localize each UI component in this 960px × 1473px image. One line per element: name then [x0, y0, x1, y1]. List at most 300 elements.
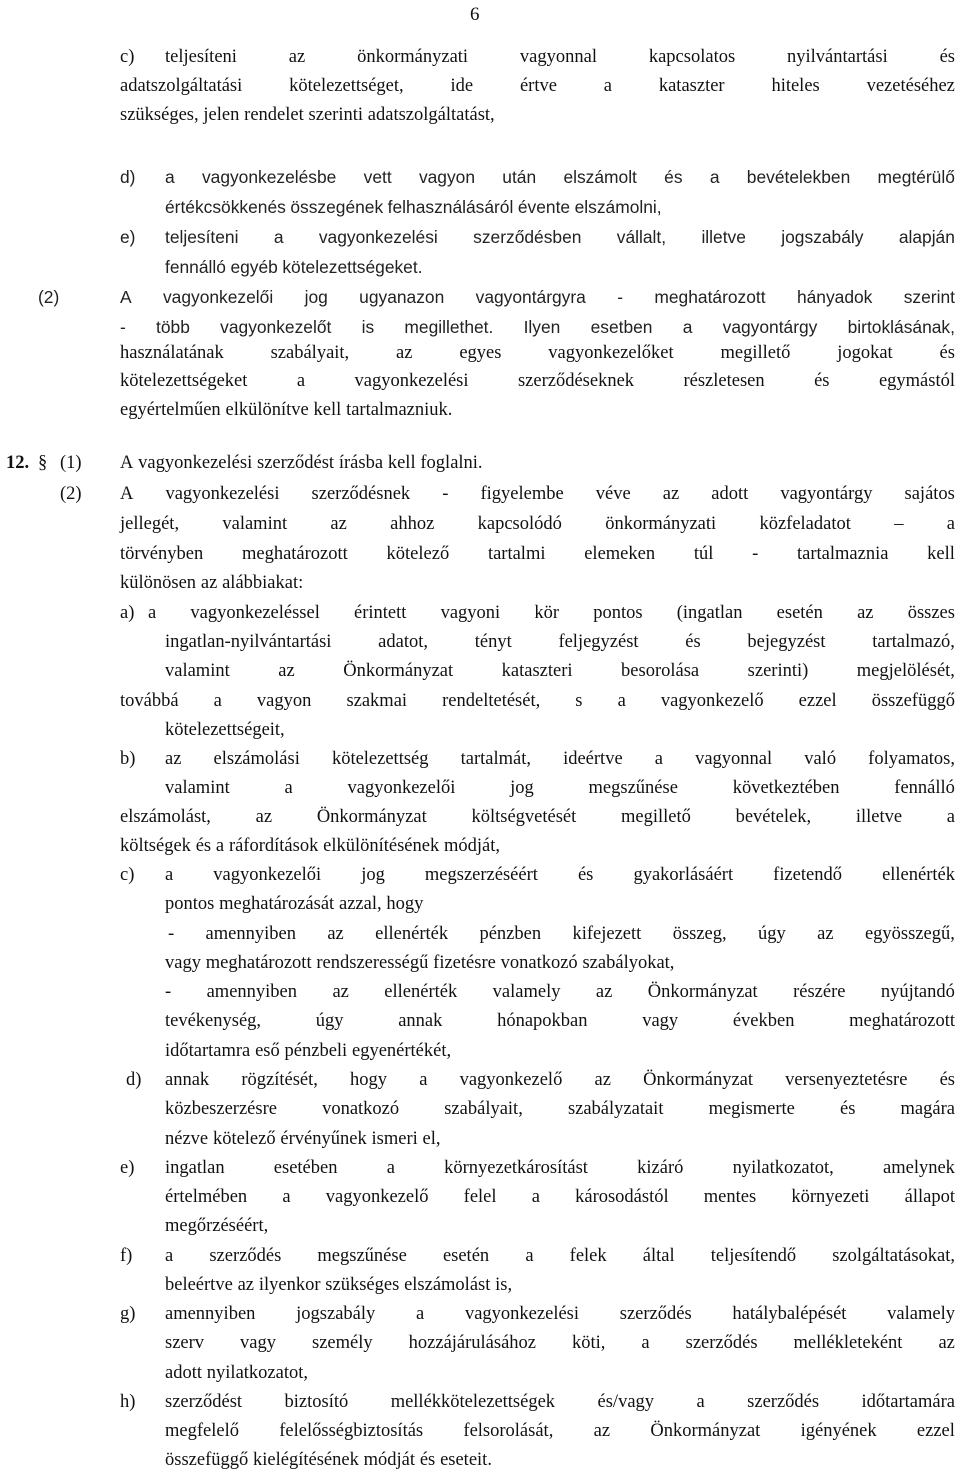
text-line [120, 833, 955, 859]
word: a [946, 514, 955, 534]
word: megszűnése [317, 1246, 407, 1266]
word: és [419, 1450, 436, 1470]
word: vagy [642, 1011, 679, 1031]
word: beleértve [165, 1275, 233, 1295]
word: a [215, 836, 225, 856]
word: felek [569, 1246, 607, 1266]
item-label-b: b) [120, 749, 136, 769]
word: továbbá [120, 691, 179, 711]
word: részére [793, 982, 846, 1002]
word: fizetendő [773, 865, 842, 885]
word: értve [519, 76, 557, 96]
word: szerződés [619, 1304, 692, 1324]
word: nyújtandó [880, 982, 955, 1002]
section-number-12: 12. [6, 453, 30, 473]
word: vagyonkezelési [354, 371, 469, 391]
word: elszámolást [404, 1275, 491, 1295]
word: - [168, 924, 175, 944]
word: közbeszerzésre [165, 1099, 277, 1119]
word: adatszolgáltatást, [367, 105, 495, 125]
word: az [332, 982, 349, 1002]
word: egymástól [878, 371, 955, 391]
word: tevékenység, [165, 1011, 262, 1031]
word: nyilatkozatot, [732, 1158, 834, 1178]
word: - [165, 982, 172, 1002]
word: valamely [492, 982, 561, 1002]
word: magára [900, 1099, 955, 1119]
word: jogokat [837, 343, 893, 363]
word: - [442, 484, 449, 504]
word: az [327, 924, 344, 944]
word: vagyonkezelő [325, 1187, 429, 1207]
word: és [814, 371, 830, 391]
word: módját, [444, 836, 501, 856]
word: fennálló [894, 778, 955, 798]
word: véve [595, 484, 631, 504]
word: kell [927, 544, 955, 564]
word: hogy [386, 894, 424, 914]
word: a [165, 865, 174, 885]
word: kataszter [658, 76, 725, 96]
word: ahhoz [390, 514, 435, 534]
word: meghatározott [241, 544, 348, 564]
text-line [165, 224, 955, 250]
word: ráfordítások [228, 836, 319, 856]
word: nyilvántartási [787, 47, 888, 67]
word: az [165, 749, 182, 769]
word: állapot [904, 1187, 955, 1207]
word: érvényűnek [280, 1129, 367, 1149]
word: ide [450, 76, 474, 96]
word: adott [165, 1363, 202, 1383]
word: elkülönítve [225, 400, 309, 420]
word: az [938, 1333, 955, 1353]
word: szerv [165, 1333, 205, 1353]
word: való [804, 749, 837, 769]
word: ezzel [798, 691, 837, 711]
word: birtoklásának, [847, 317, 955, 337]
word: az [330, 514, 347, 534]
text-line [165, 194, 955, 220]
word: valamely [887, 1304, 955, 1324]
word: a [273, 227, 284, 247]
word: elszámolt [563, 167, 637, 187]
word: az [237, 1275, 255, 1295]
word: tartalmaznia [797, 544, 889, 564]
word: amennyiben [205, 924, 296, 944]
word: biztosító [284, 1392, 349, 1412]
text-line [165, 254, 955, 280]
word: jogszabály [781, 227, 864, 247]
word: köti, [572, 1333, 606, 1353]
word: elemeken [584, 544, 656, 564]
word: megfelelő [165, 1421, 239, 1441]
word: bejegyzést [747, 632, 826, 652]
text-line [165, 1360, 955, 1386]
word: is [361, 317, 375, 337]
word: szabályzatait [567, 1099, 664, 1119]
word: pontos [165, 894, 215, 914]
word: az [278, 661, 295, 681]
word: tartalmát, [460, 749, 531, 769]
word: teljesítendő [710, 1246, 797, 1266]
word: az [594, 1070, 611, 1090]
word: szabályokat, [582, 953, 675, 973]
word: szolgáltatásokat, [832, 1246, 955, 1266]
text-line [165, 1418, 955, 1444]
text-line [165, 1126, 955, 1152]
word: vagyonkezeléssel [190, 603, 320, 623]
word: és [664, 167, 683, 187]
word: nyilatkozatot, [206, 1363, 309, 1383]
word: a [525, 1246, 534, 1266]
word: vagyonkezelésbe [201, 167, 337, 187]
word: kielégítésének [253, 1450, 359, 1470]
word: adott [711, 484, 749, 504]
word: mellékleteként [793, 1333, 903, 1353]
word: években [732, 1011, 795, 1031]
word: esetén [776, 603, 823, 623]
word: a [165, 1246, 174, 1266]
text-line [165, 891, 955, 917]
item-label-e2: e) [120, 1158, 135, 1178]
text-line [165, 1301, 955, 1327]
word: ezzel [916, 1421, 955, 1441]
word: rögzítését, [241, 1070, 318, 1090]
word: kötelezettségeket [120, 371, 248, 391]
word: ismeri [371, 1129, 418, 1149]
word: Ilyen [523, 317, 561, 337]
word: önkormányzati [605, 514, 717, 534]
word: felsorolását, [463, 1421, 554, 1441]
text-line [120, 73, 955, 99]
word: vagyonkezelési [138, 453, 253, 473]
word: ugyanazon [359, 287, 445, 307]
word: különösen [120, 573, 197, 593]
word: szerződés [209, 1246, 282, 1266]
word: szerint [903, 287, 955, 307]
word: jogszabály [296, 1304, 376, 1324]
word: a [386, 1158, 395, 1178]
word: hatálybalépését [732, 1304, 847, 1324]
word: vagyonkezelő [459, 1070, 563, 1090]
word: A [120, 287, 132, 307]
word: az [857, 603, 874, 623]
word: folyamatos, [868, 749, 955, 769]
word: a [696, 1392, 705, 1412]
word: ellenérték [375, 924, 449, 944]
word: után [502, 167, 537, 187]
word: meghatározását [219, 894, 335, 914]
word: személy [312, 1333, 373, 1353]
word: hányadok [796, 287, 873, 307]
word: megismerte [708, 1099, 795, 1119]
word: bevételek, [735, 807, 812, 827]
section-symbol: § [38, 453, 48, 473]
text-line [120, 397, 955, 423]
word: esetében [273, 1158, 338, 1178]
word: A [120, 453, 134, 473]
text-line [120, 368, 955, 394]
text-line [120, 102, 955, 128]
word: összeg, [672, 924, 727, 944]
word: költségek [120, 836, 191, 856]
word: azzal, [338, 894, 382, 914]
word: vagyonnal [695, 749, 773, 769]
word: illetve [855, 807, 903, 827]
word: mentes [703, 1187, 757, 1207]
word: kör [534, 603, 560, 623]
word: önkormányzati [357, 47, 469, 67]
word: amennyiben [165, 1304, 256, 1324]
text-line [165, 717, 955, 743]
word: a [617, 691, 626, 711]
word: egyes [459, 343, 502, 363]
word: a [709, 167, 720, 187]
word: rendelet [244, 105, 304, 125]
text-line [165, 1038, 955, 1064]
word: szerződéseknek [517, 371, 635, 391]
word: teljesíteni [165, 47, 237, 67]
word: igényének [800, 1421, 877, 1441]
word: meghatározott [654, 287, 766, 307]
word: foglalni. [420, 453, 483, 473]
text-line [165, 746, 955, 772]
word: úgy [758, 924, 786, 944]
word: valamint [165, 661, 230, 681]
word: összefüggő [871, 691, 955, 711]
word: felelősségbiztosítás [279, 1421, 424, 1441]
word: hogy [350, 1070, 388, 1090]
word: vagyonkezelési [165, 484, 280, 504]
word: a [165, 167, 175, 187]
word: és [939, 47, 955, 67]
word: alapján [898, 227, 955, 247]
word: túl [693, 544, 714, 564]
word: felhasználásáról [387, 197, 514, 217]
word: vagyonnal [519, 47, 597, 67]
word: ellenérték [384, 982, 458, 1002]
word: (ingatlan [676, 603, 743, 623]
word: mellékkötelezettségek [390, 1392, 556, 1412]
word: Önkormányzat [643, 1070, 754, 1090]
text-line [165, 1447, 955, 1473]
word: és [840, 1099, 856, 1119]
item-label-a: a) [120, 603, 135, 623]
word: az [595, 982, 613, 1002]
word: értelmében [165, 1187, 248, 1207]
word: egyéb [230, 257, 278, 277]
word: összes [907, 603, 955, 623]
text-line [120, 340, 955, 366]
word: jog [510, 778, 534, 798]
word: és [577, 865, 594, 885]
word: esetén [442, 1246, 490, 1266]
text-line [168, 921, 955, 947]
word: adatszolgáltatási [120, 76, 243, 96]
word: és [685, 632, 701, 652]
text-line [165, 1389, 955, 1415]
word: vett [363, 167, 392, 187]
word: gyakorlásáért [633, 865, 734, 885]
paragraph-label-2b: (2) [60, 484, 82, 504]
word: írásba [338, 453, 384, 473]
word: által [642, 1246, 675, 1266]
word: használatának [120, 343, 224, 363]
word: rendszerességű [316, 953, 429, 973]
word: vagyonkezelői [162, 287, 274, 307]
text-line [120, 511, 955, 537]
text-line [165, 1243, 955, 1269]
word: időtartamára [861, 1392, 955, 1412]
text-line [148, 600, 955, 626]
word: hozzájárulásához [408, 1333, 537, 1353]
word: kötelezettséget, [289, 76, 404, 96]
word: egyösszegű, [864, 924, 955, 944]
item-label-g: g) [120, 1304, 136, 1324]
word: ingatlan-nyilvántartási [165, 632, 332, 652]
word: vagyonkezelési [464, 1304, 580, 1324]
text-line [120, 314, 955, 340]
word: figyelembe [480, 484, 564, 504]
word: vagy [240, 1333, 277, 1353]
text-line [165, 1184, 955, 1210]
word: közfeladatot [759, 514, 851, 534]
word: pénzben [479, 924, 542, 944]
word: részletesen [683, 371, 765, 391]
word: a [641, 1333, 650, 1353]
word: a [284, 778, 293, 798]
word: ilyenkor [258, 1275, 321, 1295]
word: tartalmi [487, 544, 546, 564]
word: és [195, 836, 212, 856]
word: illetve [701, 227, 746, 247]
text-line [165, 44, 955, 70]
word: megillethet. [404, 317, 494, 337]
text-line [165, 1096, 955, 1122]
word: vagyoni [440, 603, 501, 623]
word: szabályait, [444, 1099, 523, 1119]
word: hiteles [771, 76, 820, 96]
word: vagyonkezelési [318, 227, 438, 247]
word: pontos [593, 603, 643, 623]
word: megillető [720, 343, 791, 363]
word: az [662, 484, 680, 504]
word: Önkormányzat [650, 1421, 761, 1441]
item-label-d: d) [120, 167, 136, 187]
word: kifejezett [572, 924, 642, 944]
word: összefüggő [165, 1450, 249, 1470]
word: elszámolási [213, 749, 300, 769]
word: következtében [732, 778, 840, 798]
word: eső [255, 1041, 280, 1061]
word: valamint [222, 514, 288, 534]
word: környezetkárosítást [444, 1158, 588, 1178]
word: jellegét, [120, 514, 180, 534]
page-number: 6 [470, 4, 480, 25]
word: a [682, 317, 693, 337]
paragraph-label-2: (2) [38, 287, 60, 307]
item-label-c: c) [120, 47, 135, 67]
word: teljesíteni [165, 227, 239, 247]
word: egyértelműen [120, 400, 221, 420]
word: A [120, 484, 134, 504]
word: az [593, 1421, 611, 1441]
word: adatot, [378, 632, 428, 652]
word: a [296, 371, 306, 391]
word: - [752, 544, 759, 564]
item-label-f: f) [120, 1246, 133, 1266]
word: vagyonkezelő [660, 691, 764, 711]
word: kell [313, 400, 342, 420]
word: felel [463, 1187, 497, 1207]
word: eseteit. [440, 1450, 492, 1470]
word: is, [495, 1275, 513, 1295]
word: szakmai [346, 691, 408, 711]
word: kataszteri [501, 661, 573, 681]
word: szerinti [308, 105, 363, 125]
text-line [165, 1272, 955, 1298]
word: feljegyzést [558, 632, 639, 652]
word: szabályait, [270, 343, 350, 363]
text-line [165, 950, 955, 976]
word: nézve [165, 1129, 209, 1149]
word: megőrzéséért, [165, 1216, 269, 1236]
word: több [156, 317, 190, 337]
word: - [617, 287, 624, 307]
word: vagyonkezelői [347, 778, 456, 798]
word: szerződésben [473, 227, 582, 247]
word: tényt [474, 632, 512, 652]
word: bevételekben [746, 167, 851, 187]
word: ellenérték [882, 865, 955, 885]
word: elszámolni, [574, 197, 662, 217]
word: kapcsolatos [648, 47, 736, 67]
word: a [603, 76, 612, 96]
word: az [396, 343, 413, 363]
word: vagyontárgyra [475, 287, 586, 307]
word: vagyon [256, 691, 312, 711]
word: s [575, 691, 583, 711]
word: el, [422, 1129, 441, 1149]
word: Önkormányzat [343, 661, 454, 681]
text-line [165, 775, 955, 801]
word: vonatkozó [500, 953, 578, 973]
word: jelen [203, 105, 240, 125]
word: évente [517, 197, 571, 217]
word: Önkormányzat [647, 982, 758, 1002]
word: kapcsolódó [477, 514, 562, 534]
word: megillető [621, 807, 691, 827]
item-label-e: e) [120, 227, 136, 247]
word: szerződés [685, 1333, 758, 1353]
word: sajátos [904, 484, 955, 504]
word: kötelezettségeit, [165, 720, 285, 740]
word: vagyontárgy [780, 484, 873, 504]
word: kötelezettségeket. [282, 257, 423, 277]
word: vagyon [418, 167, 476, 187]
item-label-h: h) [120, 1392, 136, 1412]
word: ingatlan [165, 1158, 225, 1178]
word: szerződés [747, 1392, 820, 1412]
word: megtérülő [877, 167, 955, 187]
word: jog [304, 287, 328, 307]
word: - [120, 317, 126, 337]
word: szükséges [325, 1275, 400, 1295]
word: kötelező [212, 1129, 276, 1149]
word: pénzbeli [284, 1041, 348, 1061]
word: rendeltetését, [442, 691, 541, 711]
